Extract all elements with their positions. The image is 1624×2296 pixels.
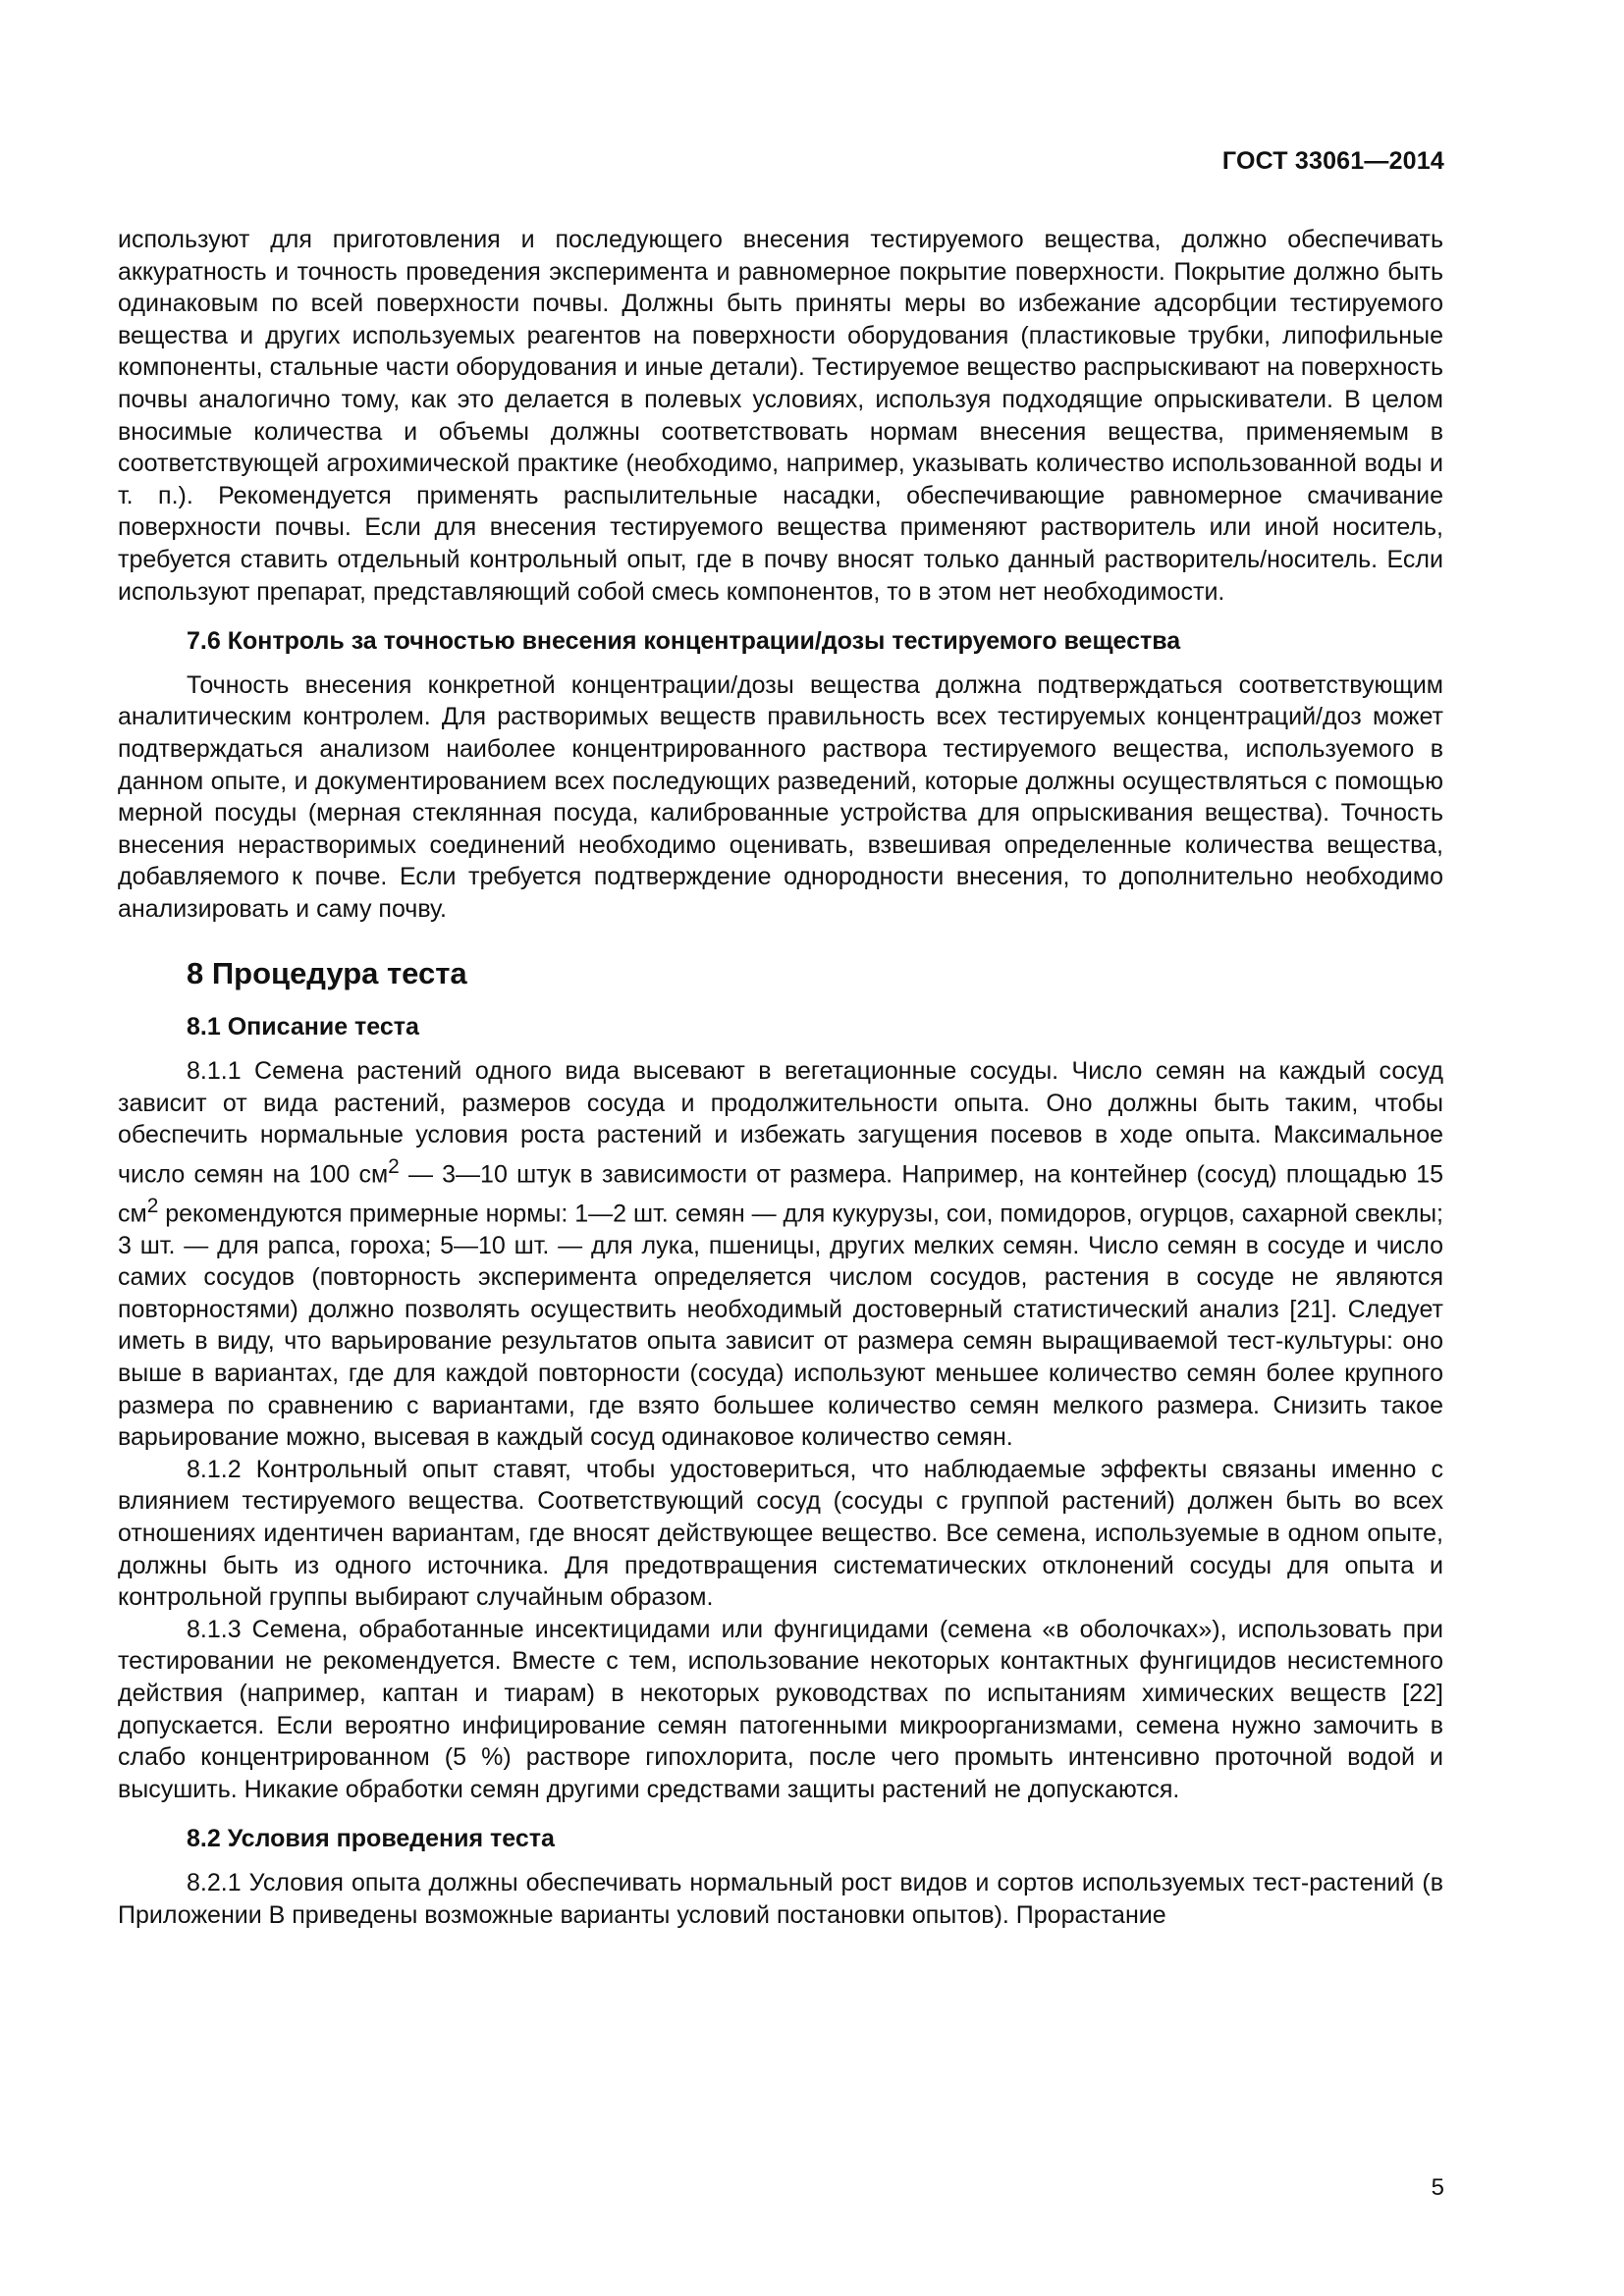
paragraph-8-2-1: 8.2.1 Условия опыта должны обеспечивать нормальный рост видов и сортов используемых тест-растений (в Приложении В приведены возможные варианты условий постановки опытов). Прорастание <box>118 1868 1443 1929</box>
paragraph-8-1-2: 8.1.2 Контрольный опыт ставят, чтобы удостовериться, что наблюдаемые эффекты связаны именно с влиянием тестируемого вещества. Соответствующий сосуд (сосуды с группой растений) должен быть во всех отношениях идентичен вариантам, где вносят действующее вещество. Все семена, используемые в одном опыте, должны быть из одного источника. Для предотвращения систематических отклонений сосуды для опыта и контрольной группы выбирают случайным образом. <box>118 1455 1443 1612</box>
document-body <box>118 224 1443 1931</box>
superscript-2: 2 <box>146 1194 159 1217</box>
paragraph-8-1-3: 8.1.3 Семена, обработанные инсектицидами или фунгицидами (семена «в оболочках»), использовать при тестировании не рекомендуется. Вместе с тем, использование некоторых контактных фунгицидов несистемного действия (например, каптан и тиарам) в некоторых руководствах по испытаниям химических веществ [22] допускается. Если вероятно инфицирование семян патогенными микроорганизмами, семена нужно замочить в слабо концентрированном (5 %) растворе гипохлорита, после чего промыть интенсивно проточной водой и высушить. Никакие обработки семян другими средствами защиты растений не допускаются. <box>118 1615 1443 1803</box>
paragraph-8-1-1-part-c: рекомендуются примерные нормы: 1—2 шт. семян — для кукурузы, сои, помидоров, огурцов, сахарной свеклы; 3 шт. — для рапса, гороха; 5—10 шт. — для лука, пшеницы, других мелких семян. Число семян в сосуде и число самих сосудов (повторность эксперимента определяется числом сосудов, растения в сосуде не являются повторностями) должно позволять осуществить необходимый достоверный статистический анализ [21]. Следует иметь в виду, что варьирование результатов опыта зависит от размера семян выращиваемой тест-культуры: оно выше в вариантах, где для каждой повторности (сосуда) используют меньшее количество семян более крупного размера по сравнению с вариантами, где взято большее количество семян мелкого размера. Снизить такое варьирование можно, высевая в каждый сосуд одинаковое количество семян. <box>118 1200 1443 1452</box>
subsection-heading-8-2: 8.2 Условия проведения теста <box>187 1825 555 1853</box>
paragraph-8-1-1-part-a: 8.1.1 Семена растений одного вида высевают в вегетационные сосуды. Число семян на каждый сосуд зависит от вида растений, размеров сосуда и продолжительности опыта. Оно должны быть таким, чтобы обеспечить нормальные условия роста растений и избежать загущения посевов в ходе опыта. Максимальное число семян на 100 см <box>118 1057 1443 1189</box>
paragraph-continuation: используют для приготовления и последующего внесения тестируемого вещества, должно обеспечивать аккуратность и точность проведения эксперимента и равномерное покрытие поверхности. Покрытие должно быть одинаковым по всей поверхности почвы. Должны быть приняты меры во избежание адсорбции тестируемого вещества и других используемых реагентов на поверхности оборудования (пластиковые трубки, липофильные компоненты, стальные части оборудования и иные детали). Тестируемое вещество распрыскивают на поверхность почвы аналогично тому, как это делается в полевых условиях, используя подходящие опрыскиватели. В целом вносимые количества и объемы должны соответствовать нормам внесения вещества, применяемым в соответствующей агрохимической практике (необходимо, например, указывать количество использованной воды и т. п.). Рекомендуется применять распылительные насадки, обеспечивающие равномерное смачивание поверхности почвы. Если для внесения тестируемого вещества применяют растворитель или иной носитель, требуется ставить отдельный контрольный опыт, где в почву вносят только данный растворитель/носитель. Если используют препарат, представляющий собой смесь компонентов, то в этом нет необходимости. <box>118 226 1443 606</box>
page-number: 5 <box>1431 2174 1444 2201</box>
superscript-2: 2 <box>388 1154 400 1178</box>
paragraph-8-1-1-part-b: — 3—10 штук в зависимости от размера. Например, на контейнер (сосуд) площадью 15 см <box>118 1160 1444 1228</box>
subsection-heading-8-1: 8.1 Описание теста <box>187 1013 419 1041</box>
subsection-heading-7-6: 7.6 Контроль за точностью внесения концентрации/дозы тестируемого вещества <box>187 627 1181 656</box>
paragraph-7-6: Точность внесения конкретной концентрации/дозы вещества должна подтверждаться соответствующим аналитическим контролем. Для растворимых веществ правильность всех тестируемых концентраций/доз может подтверждаться анализом наиболее концентрированного раствора тестируемого вещества, используемого в данном опыте, и документированием всех последующих разведений, которые должны осуществляться с помощью мерной посуды (мерная стеклянная посуда, калиброванные устройства для опрыскивания вещества). Точность внесения нерастворимых соединений необходимо оценивать, взвешивая определенные количества вещества, добавляемого к почве. Если требуется подтверждение однородности внесения, то дополнительно необходимо анализировать и саму почву. <box>118 670 1443 923</box>
document-code-header: ГОСТ 33061—2014 <box>1221 147 1444 175</box>
section-heading-8: 8 Процедура теста <box>187 956 467 991</box>
paragraph-8-1-1 <box>118 1055 1443 1454</box>
